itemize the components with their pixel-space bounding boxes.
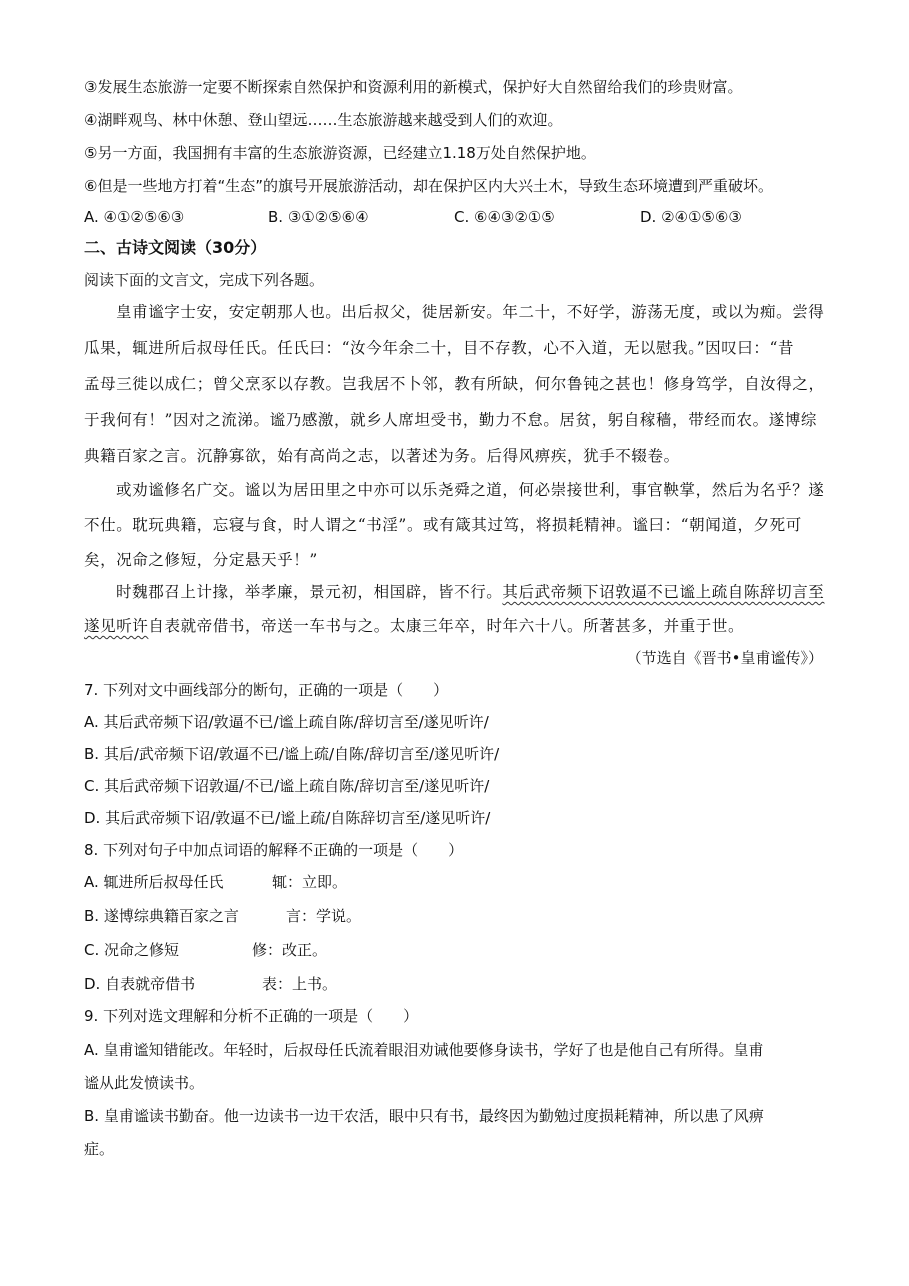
passage-line-6: 或劝谧修名广交。谧以为居田里之中亦可以乐尧舜之道，何必崇接世利，事官鞅掌，然后为名乎？遂 — [116, 481, 825, 499]
q7-option-a: A. 其后武帝频下诏/敦逼不已/谧上疏自陈/辞切言至/遂见听许/ — [84, 713, 489, 731]
passage-line-10-underlined: 遂见听许 — [84, 617, 149, 635]
q8-option-b-explanation: 言：学说。 — [286, 907, 362, 925]
q8-option-c-explanation: 修：改正。 — [252, 941, 328, 959]
q8-option-c-text: C. 况命之修短 — [84, 941, 180, 959]
q9-option-b-line-2: 症。 — [84, 1140, 115, 1158]
passage-source: （节选自《晋书•皇甫谧传》） — [626, 649, 823, 667]
q9-stem: 9. 下列对选文理解和分析不正确的一项是（ ） — [84, 1007, 419, 1025]
q6-option-c: C. ⑥④③②①⑤ — [454, 208, 555, 226]
q8-option-b-text: B. 遂博综典籍百家之言 — [84, 907, 239, 925]
q8-option-a-text: A. 辄进所后叔母任氏 — [84, 873, 224, 891]
q8-option-d-explanation: 表：上书。 — [262, 975, 338, 993]
passage-line-9-plain: 时魏郡召上计掾，举孝廉，景元初，相国辟，皆不行。 — [116, 583, 503, 601]
section-title: 二、古诗文阅读（30分） — [84, 238, 267, 257]
sentence-3: ③发展生态旅游一定要不断探索自然保护和资源利用的新模式，保护好大自然留给我们的珍贵财富。 — [84, 78, 743, 96]
q9-option-a-line-1: A. 皇甫谧知错能改。年轻时，后叔母任氏流着眼泪劝诫他要修身读书，学好了也是他自己有所得。皇甫 — [84, 1041, 764, 1059]
passage-line-10-plain: 自表就帝借书，帝送一车书与之。太康三年卒，时年六十八。所著甚多，并重于世。 — [148, 617, 745, 635]
sentence-4: ④湖畔观鸟、林中休憩、登山望远……生态旅游越来越受到人们的欢迎。 — [84, 111, 563, 129]
q8-option-a-explanation: 辄：立即。 — [272, 873, 348, 891]
passage-line-3: 孟母三徙以成仁；曾父烹豕以存教。岂我居不卜邻，教有所缺，何尔鲁钝之甚也！修身笃学，自汝得之， — [84, 375, 825, 393]
q6-option-b: B. ③①②⑤⑥④ — [268, 208, 369, 226]
q7-option-c: C. 其后武帝频下诏敦逼/不已/谧上疏自陈/辞切言至/遂见听许/ — [84, 777, 490, 795]
passage-line-9 — [116, 582, 824, 602]
q8-option-d-text: D. 自表就帝借书 — [84, 975, 196, 993]
passage-line-1: 皇甫谧字士安，安定朝那人也。出后叔父，徙居新安。年二十，不好学，游荡无度，或以为痴。尝得 — [116, 303, 825, 321]
q7-option-b: B. 其后/武帝频下诏/敦逼不已/谧上疏/自陈/辞切言至/遂见听许/ — [84, 745, 500, 763]
q7-stem: 7. 下列对文中画线部分的断句，正确的一项是（ ） — [84, 681, 449, 699]
passage-line-4: 于我何有！”因对之流涕。谧乃感激，就乡人席坦受书，勤力不怠。居贫，躬自稼穑，带经而农。遂博综 — [84, 411, 818, 429]
passage-line-9-underlined: 其后武帝频下诏敦逼不已谧上疏自陈辞切言至 — [502, 583, 825, 601]
passage-line-8: 矣，况命之修短，分定悬天乎！” — [84, 551, 318, 569]
q6-option-a: A. ④①②⑤⑥③ — [84, 208, 185, 226]
q8-stem: 8. 下列对句子中加点词语的解释不正确的一项是（ ） — [84, 841, 464, 859]
passage-line-7: 不仕。耽玩典籍，忘寝与食，时人谓之“书淫”。或有箴其过笃，将损耗精神。谧曰：“朝闻道，夕死可 — [84, 516, 802, 534]
passage-line-10 — [84, 616, 744, 636]
passage-line-5: 典籍百家之言。沉静寡欲，始有高尚之志，以著述为务。后得风痹疾，犹手不辍卷。 — [84, 447, 680, 465]
sentence-6: ⑥但是一些地方打着“生态”的旗号开展旅游活动，却在保护区内大兴土木，导致生态环境遭到严重破坏。 — [84, 177, 773, 195]
sentence-5: ⑤另一方面，我国拥有丰富的生态旅游资源，已经建立1.18万处自然保护地。 — [84, 144, 596, 162]
q7-option-d: D. 其后武帝频下诏/敦逼不已/谧上疏/自陈辞切言至/遂见听许/ — [84, 809, 491, 827]
passage-line-2: 瓜果，辄进所后叔母任氏。任氏曰：“汝今年余二十，目不存教，心不入道，无以慰我。”因叹曰：“昔 — [84, 339, 795, 357]
q9-option-b-line-1: B. 皇甫谧读书勤奋。他一边读书一边干农活，眼中只有书，最终因为勤勉过度损耗精神，所以患了风痹 — [84, 1107, 764, 1125]
q9-option-a-line-2: 谧从此发愤读书。 — [84, 1074, 205, 1092]
q6-option-d: D. ②④①⑤⑥③ — [640, 208, 742, 226]
section-instruction: 阅读下面的文言文，完成下列各题。 — [84, 271, 325, 289]
